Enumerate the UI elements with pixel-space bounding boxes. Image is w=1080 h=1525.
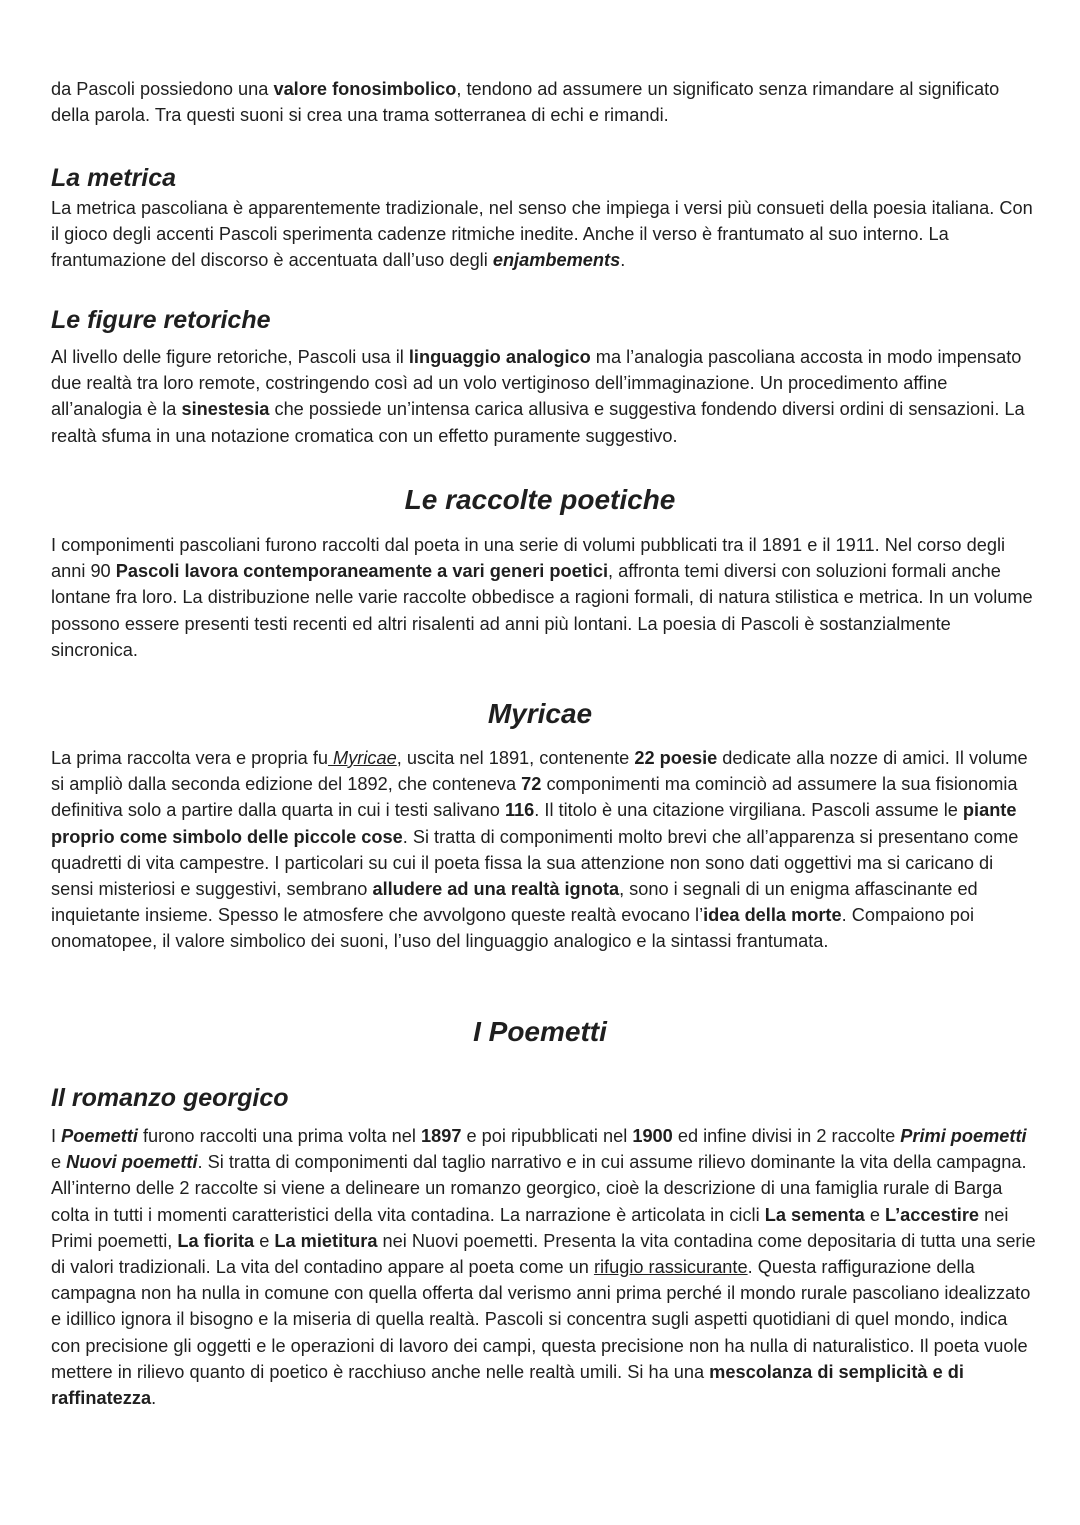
text-run: , affronta temi diversi con soluzioni formali anche lontane fra loro. La distribuzione nelle varie raccolte obbedisce a ragioni formali, di natura stilistica e metrica. In un volume possono essere presenti testi recenti ed altri risalenti ad anni più lontani. La poesia di Pascoli è sostanzialmente sincronica. — [51, 561, 1033, 660]
bold-term: La mietitura — [274, 1230, 378, 1251]
myricae-title-link[interactable]: Myricae — [328, 748, 397, 768]
bold-term: mescolanza di semplicità e di raffinatezza — [51, 1361, 964, 1409]
bold-term: 72 — [521, 774, 542, 795]
bold-term: La fiorita — [177, 1230, 255, 1251]
text-run: da Pascoli possiedono una — [51, 79, 274, 99]
text-run: Al livello delle figure retoriche, Pascoli usa il — [51, 347, 409, 367]
myricae-paragraph — [51, 745, 1036, 955]
text-run: . Si tratta di componimenti dal taglio narrativo e in cui assume rilievo dominante la vita della campagna. All’interno delle 2 raccolte si viene a delineare un romanzo georgico, cioè la descrizione di una famiglia rurale di Barga colta in tutti i momenti caratteristici della vita contadina. La narrazione è articolata in cicli — [51, 1152, 1027, 1225]
bold-italic-term: Nuovi poemetti — [66, 1152, 198, 1173]
text-run: La prima raccolta vera e propria fu — [51, 748, 328, 768]
bold-term: Pascoli lavora contemporaneamente a vari generi poetici — [115, 561, 608, 582]
heading-romanzo-georgico: Il romanzo georgico — [51, 1084, 289, 1112]
text-run: e — [864, 1204, 886, 1225]
bold-term: 1897 — [420, 1126, 462, 1146]
bold-term: 116 — [504, 800, 535, 821]
text-run: furono raccolti una prima volta nel — [137, 1126, 421, 1146]
text-run: e — [254, 1230, 275, 1251]
text-run: , sono i segnali di un enigma affascinante ed inquietante insieme. Spesso le atmosfere che avvolgono queste realtà evocano l’ — [51, 879, 978, 926]
bold-term: 1900 — [632, 1126, 673, 1146]
text-run: , tendono ad assumere un significato senza rimandare al significato della parola. Tra questi suoni si crea una trama sotterranea di echi e rimandi. — [51, 79, 1000, 126]
bold-term: La sementa — [764, 1204, 865, 1225]
heading-metrica: La metrica — [51, 164, 177, 192]
text-run: I componimenti pascoliani furono raccolti dal poeta in una serie di volumi pubblicati tra il 1891 e il 1911. Nel corso degli anni 90 — [51, 535, 1006, 582]
bold-term: piante proprio come simbolo delle piccole cose — [51, 800, 1017, 847]
bold-term: sinestesia — [181, 399, 270, 420]
text-run: nei Primi poemetti, — [51, 1204, 1009, 1251]
heading-raccolte-poetiche: Le raccolte poetiche — [404, 484, 676, 515]
text-run: . — [620, 250, 626, 271]
text-run: che possiede un’intensa carica allusiva e suggestiva fondendo diversi ordini di sensazioni. La realtà sfuma in una notazione cromatica con un effetto puramente suggestivo. — [51, 399, 1025, 446]
heading-poemetti: I Poemetti — [473, 1016, 607, 1047]
text-run: , uscita nel 1891, contenente — [396, 748, 635, 768]
bold-term: 22 poesie — [634, 748, 718, 768]
figure-paragraph — [51, 344, 1036, 449]
text-run: . Compaiono poi onomatopee, il valore simbolico dei suoni, l’uso del linguaggio analogico e la sintassi frantumata. — [51, 905, 975, 952]
underlined-phrase: rifugio rassicurante — [593, 1257, 748, 1278]
bold-italic-term: Poemetti — [61, 1126, 138, 1146]
text-run: e — [51, 1152, 67, 1173]
text-run: . Questa raffigurazione della campagna non ha nulla in comune con quella offerta dal verismo anni prima perché il mondo rurale pascoliano idealizzato e idillico ignora il bisogno e la miseria di quella realtà. Pascoli si concentra sugli aspetti quotidiani di quel mondo, indica con precisione gli oggetti e le operazioni di lavoro dei campi, questa precisione non ha nulla di naturalistico. Il poeta vuole mettere in rilievo quanto di poetico è racchiuso anche nelle realtà umili. Si ha una — [51, 1257, 1031, 1382]
bold-term: valore fonosimbolico — [273, 79, 457, 99]
text-run: e poi ripubblicati nel — [461, 1126, 633, 1146]
text-run: nei Nuovi poemetti. Presenta la vita contadina come depositaria di tutta una serie di valori tradizionali. La vita del contadino appare al poeta come un — [51, 1230, 1036, 1278]
text-run: . Il titolo è una citazione virgiliana. Pascoli assume le — [534, 800, 963, 821]
heading-figure-retoriche: Le figure retoriche — [51, 306, 271, 334]
text-run: . — [151, 1388, 157, 1409]
raccolte-paragraph — [51, 532, 1036, 663]
bold-term: linguaggio analogico — [408, 347, 591, 367]
text-run: . Si tratta di componimenti molto brevi che all’apparenza si presentano come quadretti di vita campestre. I particolari su cui il poeta fissa la sua attenzione non sono dati oggettivi ma si caricano di sensi misteriosi e suggestivi, sembrano — [51, 826, 1019, 900]
metrica-paragraph — [51, 195, 1036, 274]
heading-myricae: Myricae — [487, 698, 593, 729]
bold-term: alludere ad una realtà ignota — [372, 879, 620, 900]
intro-paragraph — [51, 76, 1036, 128]
text-run: ma l’analogia pascoliana accosta in modo impensato due realtà tra loro remote, costringendo così ad un volo vertiginoso dell’immaginazione. Un procedimento affine all’analogia è la — [51, 347, 1022, 420]
poemetti-paragraph — [51, 1123, 1036, 1411]
text-run: componimenti ma cominciò ad assumere la sua fisionomia definitiva solo a partire dalla quarta in cui i testi salivano — [51, 774, 1018, 821]
bold-term: L’accestire — [885, 1204, 980, 1225]
bold-italic-term: Primi poemetti — [900, 1126, 1027, 1146]
bold-term: idea della morte — [703, 905, 842, 926]
text-run: dedicate alla nozze di amici. Il volume si ampliò dalla seconda edizione del 1892, che conteneva — [51, 748, 1028, 795]
text-run: I — [51, 1126, 62, 1146]
text-run: ed infine divisi in 2 raccolte — [672, 1126, 901, 1146]
text-run: La metrica pascoliana è apparentemente tradizionale, nel senso che impiega i versi più consueti della poesia italiana. Con il gioco degli accenti Pascoli sperimenta cadenze ritmiche inedite. Anche il verso è frantumato al suo interno. La frantumazione del discorso è accentuata dall’uso degli — [51, 198, 1033, 271]
bold-italic-term: enjambements — [492, 250, 621, 271]
